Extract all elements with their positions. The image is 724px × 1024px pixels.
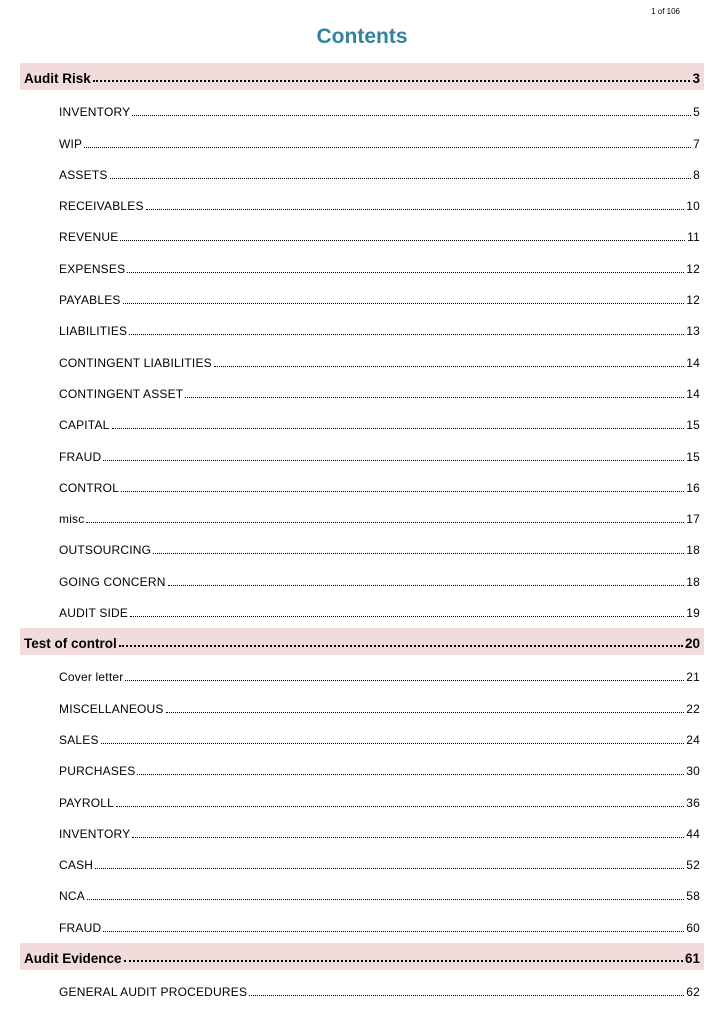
toc-page-number: 52 — [686, 858, 700, 873]
toc-section-heading[interactable] — [20, 63, 704, 90]
toc-entry[interactable] — [20, 219, 704, 250]
toc-entry-label: GENERAL AUDIT PROCEDURES — [59, 985, 248, 1000]
dot-leader — [119, 645, 683, 647]
toc-entry[interactable] — [20, 250, 704, 281]
dot-leader — [125, 680, 684, 681]
toc-page-number: 5 — [693, 105, 700, 120]
toc-entry[interactable] — [20, 847, 704, 878]
page-title: Contents — [316, 25, 408, 48]
toc-entry-label: ASSETS — [59, 167, 108, 182]
toc-entry-label: Test of control — [24, 636, 117, 652]
toc-entry-label: PAYROLL — [59, 795, 114, 810]
dot-leader — [103, 460, 684, 461]
dot-leader — [95, 868, 684, 869]
toc-page-number: 12 — [686, 261, 700, 276]
toc-entry[interactable] — [20, 563, 704, 594]
toc-entry[interactable] — [20, 344, 704, 375]
toc-page-number: 3 — [692, 71, 700, 86]
toc-entry[interactable] — [20, 595, 704, 626]
toc-entry-label: INVENTORY — [59, 826, 131, 841]
toc-page-number: 12 — [686, 293, 700, 308]
toc-entry[interactable] — [20, 470, 704, 501]
toc-entry-label: Audit Risk — [24, 71, 91, 86]
toc-page-number: 16 — [686, 480, 700, 495]
toc-entry-label: WIP — [59, 136, 83, 151]
dot-leader — [116, 806, 684, 807]
dot-leader — [168, 585, 685, 586]
toc-entry-label: Audit Evidence — [24, 950, 122, 966]
toc-page-number: 8 — [693, 167, 700, 182]
dot-leader — [84, 147, 691, 148]
toc-page-number: 60 — [686, 920, 700, 935]
toc-entry[interactable] — [20, 125, 704, 156]
toc-entry[interactable] — [20, 501, 704, 532]
toc-entry-label: NCA — [59, 889, 85, 904]
toc-entry-label: SALES — [59, 732, 99, 747]
dot-leader — [132, 115, 691, 116]
toc-entry[interactable] — [20, 659, 704, 690]
toc-entry[interactable] — [20, 376, 704, 407]
toc-entry[interactable] — [20, 157, 704, 188]
dot-leader — [132, 837, 684, 838]
toc-entry[interactable] — [20, 878, 704, 909]
toc-page-number: 15 — [686, 418, 700, 433]
toc-entry-label: misc — [59, 512, 85, 527]
dot-leader — [86, 522, 684, 523]
page-indicator: 1 of 106 — [651, 7, 680, 16]
dot-leader — [127, 272, 684, 273]
toc-entry[interactable] — [20, 532, 704, 563]
toc-entry-label: CASH — [59, 858, 94, 873]
dot-leader — [249, 995, 684, 996]
toc-section-heading[interactable] — [20, 943, 704, 970]
toc-entry-label: MISCELLANEOUS — [59, 701, 164, 716]
toc-page-number: 44 — [686, 826, 700, 841]
dot-leader — [93, 80, 691, 82]
dot-leader — [129, 334, 684, 335]
dot-leader — [112, 428, 685, 429]
toc-page-number: 14 — [686, 355, 700, 370]
toc-entry[interactable] — [20, 94, 704, 125]
toc-page-number: 18 — [686, 574, 700, 589]
toc-entry-label: FRAUD — [59, 920, 102, 935]
toc-entry-label: INVENTORY — [59, 105, 131, 120]
toc-entry-label: CONTINGENT ASSET — [59, 386, 184, 401]
toc-page-number: 61 — [684, 950, 700, 966]
toc-entry[interactable] — [20, 753, 704, 784]
dot-leader — [121, 491, 684, 492]
toc-page-number: 7 — [693, 136, 700, 151]
toc-page-number: 17 — [686, 512, 700, 527]
toc-page-number: 14 — [686, 386, 700, 401]
toc-entry-label: EXPENSES — [59, 261, 126, 276]
toc-entry-label: REVENUE — [59, 230, 119, 245]
toc-page-number: 15 — [686, 449, 700, 464]
toc-page-number: 21 — [686, 670, 700, 685]
toc-entry-label: PAYABLES — [59, 293, 121, 308]
toc-page-number: 58 — [686, 889, 700, 904]
toc-entry[interactable] — [20, 188, 704, 219]
dot-leader — [103, 931, 684, 932]
toc-entry-label: AUDIT SIDE — [59, 606, 129, 621]
toc-entry[interactable] — [20, 690, 704, 721]
toc-page-number: 18 — [686, 543, 700, 558]
toc-entry-label: CONTROL — [59, 480, 120, 495]
toc-page-number: 36 — [686, 795, 700, 810]
toc-page-number: 30 — [686, 764, 700, 779]
toc-entry-label: CONTINGENT LIABILITIES — [59, 355, 212, 370]
dot-leader — [146, 209, 685, 210]
toc-entry[interactable] — [20, 407, 704, 438]
toc-entry[interactable] — [20, 722, 704, 753]
dot-leader — [185, 397, 684, 398]
toc-entry-label: CAPITAL — [59, 418, 110, 433]
toc-entry-label: OUTSOURCING — [59, 543, 152, 558]
dot-leader — [214, 366, 684, 367]
toc-entry-label: FRAUD — [59, 449, 102, 464]
dot-leader — [166, 712, 685, 713]
dot-leader — [87, 899, 684, 900]
toc-entry-label: RECEIVABLES — [59, 199, 144, 214]
toc-entry-label: PURCHASES — [59, 764, 136, 779]
toc-entry[interactable] — [20, 909, 704, 940]
toc-page-number: 19 — [686, 606, 700, 621]
dot-leader — [137, 774, 684, 775]
dot-leader — [130, 616, 684, 617]
toc-page-number: 13 — [686, 324, 700, 339]
dot-leader — [123, 303, 685, 304]
toc-entry[interactable] — [20, 282, 704, 313]
dot-leader — [101, 743, 685, 744]
dot-leader — [110, 178, 692, 179]
toc-entry[interactable] — [20, 313, 704, 344]
toc-entry-label: LIABILITIES — [59, 324, 128, 339]
toc-entry[interactable] — [20, 784, 704, 815]
toc-page-number: 62 — [686, 985, 700, 1000]
dot-leader — [153, 553, 684, 554]
toc-entry[interactable] — [20, 438, 704, 469]
dot-leader — [124, 960, 683, 962]
toc-entry[interactable] — [20, 974, 704, 1005]
toc-page-number: 10 — [686, 199, 700, 214]
table-of-contents — [20, 61, 704, 1005]
toc-entry[interactable] — [20, 816, 704, 847]
toc-entry-label: Cover letter — [59, 670, 124, 685]
toc-page-number: 20 — [684, 636, 700, 652]
toc-page-number: 24 — [686, 732, 700, 747]
toc-entry-label: GOING CONCERN — [59, 574, 166, 589]
toc-page-number: 22 — [686, 701, 700, 716]
toc-section-heading[interactable] — [20, 628, 704, 655]
toc-page-number: 11 — [687, 230, 700, 245]
dot-leader — [120, 240, 685, 241]
